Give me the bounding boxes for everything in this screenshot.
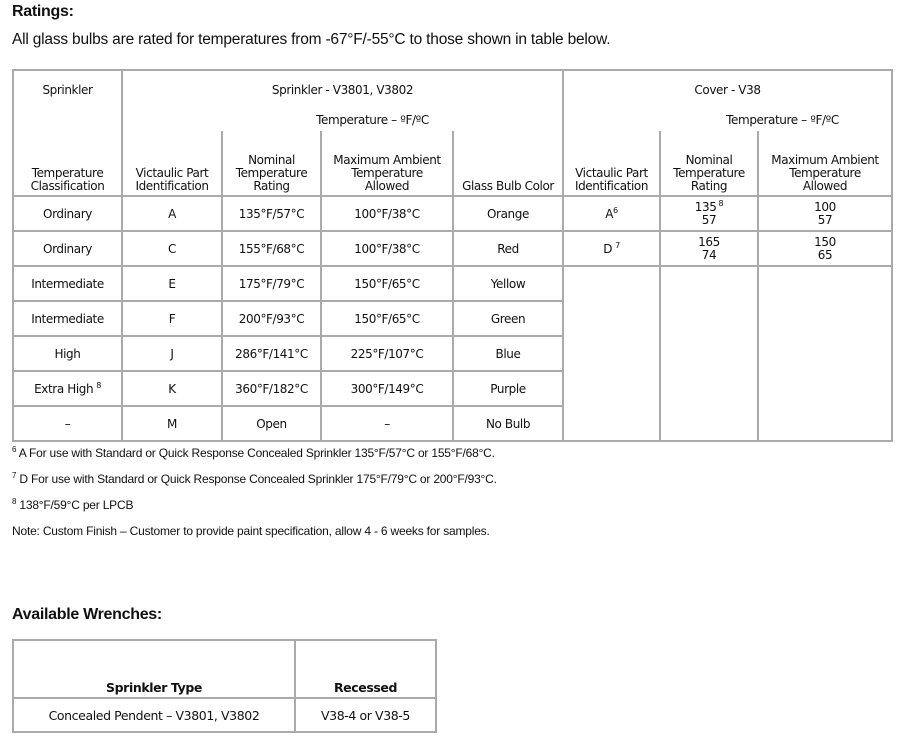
col-glass-bulb-color: Glass Bulb Color: [453, 131, 563, 196]
max-ambient: 300°F/149°C: [321, 371, 453, 406]
nominal-rating: 155°F/68°C: [222, 231, 321, 266]
ratings-heading: Ratings:: [12, 3, 74, 20]
col-cover-max-ambient: Maximum Ambient Temperature Allowed: [758, 131, 892, 196]
part-id: E: [122, 266, 222, 301]
wrenches-header-row: [13, 640, 436, 698]
table-row: [13, 698, 436, 732]
bulb-color: Orange: [453, 196, 563, 231]
bulb-color: No Bulb: [453, 406, 563, 441]
wrenches-heading: Available Wrenches:: [12, 606, 162, 623]
footnote-8: $^8$ 138°F/59°C per LPCB: [12, 497, 134, 512]
part-id: C: [122, 231, 222, 266]
col-temp-classification: Temperature Classification: [13, 131, 122, 196]
bulb-color: Red: [453, 231, 563, 266]
nominal-rating: Open: [222, 406, 321, 441]
max-ambient: 100°F/38°C: [321, 196, 453, 231]
table-row: [13, 266, 892, 301]
cover-part-id: D $^7$: [563, 231, 660, 266]
sprinkler-label: Sprinkler: [13, 70, 122, 109]
part-id: K: [122, 371, 222, 406]
cover-max-ambient: 100 57: [758, 196, 892, 231]
max-ambient: 150°F/65°C: [321, 266, 453, 301]
classification: –: [13, 406, 122, 441]
max-ambient: 225°F/107°C: [321, 336, 453, 371]
classification: Intermediate: [13, 301, 122, 336]
classification: Extra High $^8$: [13, 371, 122, 406]
bulb-color: Yellow: [453, 266, 563, 301]
custom-finish-note: Note: Custom Finish – Customer to provide paint specification, allow 4 - 6 weeks for samples.: [12, 524, 490, 538]
cover-empty-nominal: [660, 266, 758, 441]
col-sprinkler-type: Sprinkler Type: [13, 640, 295, 698]
ratings-intro: All glass bulbs are rated for temperatures from -67°F/-55°C to those shown in table below.: [12, 31, 611, 48]
max-ambient: 150°F/65°C: [321, 301, 453, 336]
ratings-table: [12, 69, 893, 442]
header-row-units: [13, 109, 892, 131]
cover-empty-part: [563, 266, 660, 441]
classification: Intermediate: [13, 266, 122, 301]
wrenches-table: [12, 639, 437, 733]
nominal-rating: 286°F/141°C: [222, 336, 321, 371]
header-row-columns: [13, 131, 892, 196]
max-ambient: 100°F/38°C: [321, 231, 453, 266]
col-nominal-rating: Nominal Temperature Rating: [222, 131, 321, 196]
cover-part-id: $A^6$: [563, 196, 660, 231]
footnote-7: $^7$ D For use with Standard or Quick Response Concealed Sprinkler 175°F/79°C or 200°F/93°C.: [12, 471, 497, 486]
recessed-wrench: V38-4 or V38-5: [295, 698, 436, 732]
cover-temperature-unit: Temperature – ºF/ºC: [563, 109, 892, 131]
classification: Ordinary: [13, 196, 122, 231]
cover-nominal-rating: 165 74: [660, 231, 758, 266]
part-id: A: [122, 196, 222, 231]
nominal-rating: 200°F/93°C: [222, 301, 321, 336]
sprinkler-group-header: Sprinkler - V3801, V3802: [122, 70, 563, 109]
col-recessed: Recessed: [295, 640, 436, 698]
bulb-color: Purple: [453, 371, 563, 406]
table-row: [13, 196, 892, 231]
cover-nominal-rating: 135 $^8$ 57: [660, 196, 758, 231]
classification: High: [13, 336, 122, 371]
part-id: J: [122, 336, 222, 371]
max-ambient: –: [321, 406, 453, 441]
cover-max-ambient: 150 65: [758, 231, 892, 266]
col-cover-part-identification: Victaulic Part Identification: [563, 131, 660, 196]
bulb-color: Green: [453, 301, 563, 336]
nominal-rating: 135°F/57°C: [222, 196, 321, 231]
part-id: M: [122, 406, 222, 441]
col-cover-nominal-rating: Nominal Temperature Rating: [660, 131, 758, 196]
sprinkler-type: Concealed Pendent – V3801, V3802: [13, 698, 295, 732]
sprinkler-temperature-unit: Temperature – ºF/ºC: [122, 109, 563, 131]
footnote-6: $^6$ A For use with Standard or Quick Response Concealed Sprinkler 135°F/57°C or 155°F/68°C.: [12, 445, 495, 460]
cover-group-header: Cover - V38: [563, 70, 892, 109]
bulb-color: Blue: [453, 336, 563, 371]
col-part-identification: Victaulic Part Identification: [122, 131, 222, 196]
cover-empty-max: [758, 266, 892, 441]
part-id: F: [122, 301, 222, 336]
nominal-rating: 360°F/182°C: [222, 371, 321, 406]
table-row: [13, 231, 892, 266]
footnotes: [12, 446, 497, 550]
col-max-ambient: Maximum Ambient Temperature Allowed: [321, 131, 453, 196]
classification: Ordinary: [13, 231, 122, 266]
header-row-groups: [13, 70, 892, 109]
nominal-rating: 175°F/79°C: [222, 266, 321, 301]
